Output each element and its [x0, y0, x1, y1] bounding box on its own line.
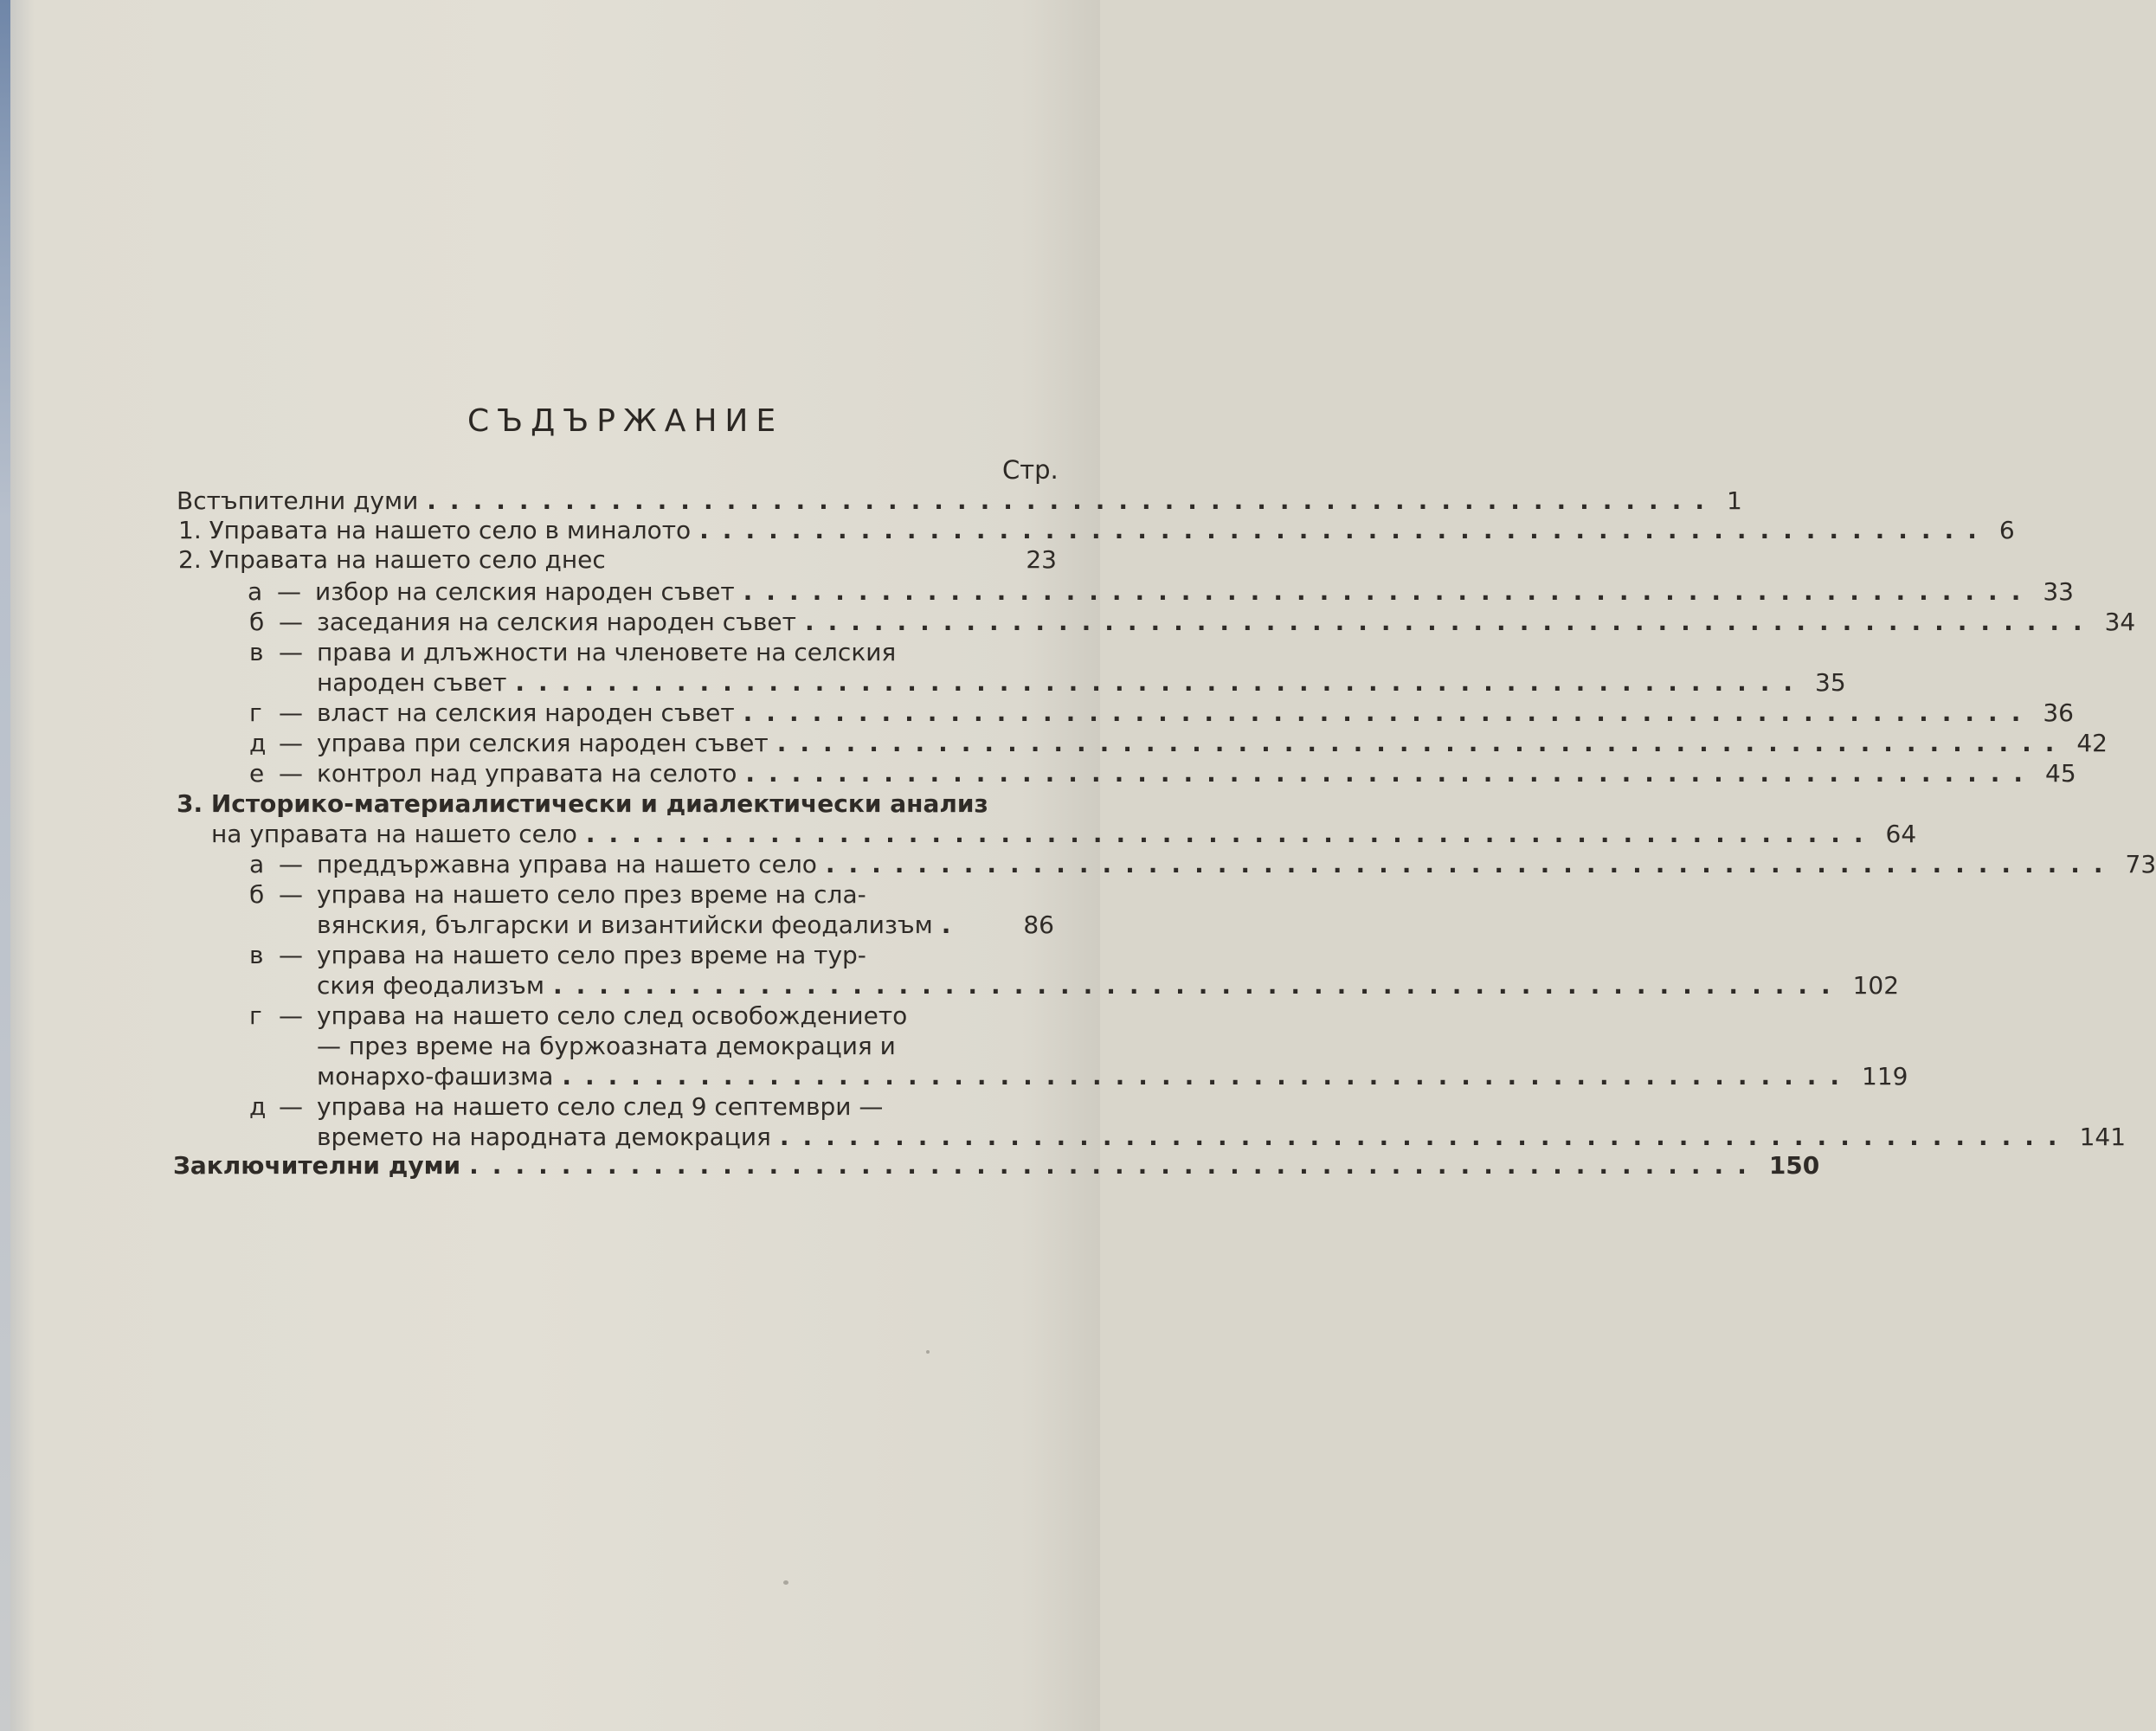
dot-leader: ........................................................ — [427, 486, 1718, 515]
toc-entry — [178, 514, 2015, 547]
toc-entry-text: 2. Управата на нашето село днес — [178, 545, 606, 574]
toc-entry-page: 36 — [2043, 698, 2074, 727]
subentry-letter: г — [249, 1001, 262, 1030]
subentry-letter: б — [249, 608, 265, 636]
toc-entry-text: управа при селския народен съвет — [317, 729, 769, 757]
subentry-letter: в — [249, 941, 264, 969]
toc-subentry — [317, 666, 1846, 699]
subentry-letter: б — [249, 880, 265, 909]
toc-entry-continuation: вянския, български и византийски феодализъм — [317, 911, 933, 939]
subentry-letter: в — [249, 638, 264, 666]
subentry-dash: — — [279, 759, 303, 788]
toc-subentry — [249, 606, 2136, 639]
dot-leader: ........................................................ — [804, 608, 2096, 636]
dot-leader: . — [941, 911, 965, 939]
subentry-dash: — — [279, 608, 303, 636]
toc-entry-page: 102 — [1852, 971, 1900, 1000]
dot-leader: ........................................................ — [745, 759, 2037, 788]
toc-entry-page: 141 — [2079, 1123, 2127, 1151]
paper-spot — [926, 1350, 930, 1354]
toc-subentry — [249, 757, 2076, 790]
toc-entry-page: 42 — [2076, 729, 2108, 757]
dot-leader: ........................................................ — [469, 1151, 1760, 1180]
subentry-dash: — — [279, 941, 303, 969]
toc-subentry — [249, 848, 2156, 881]
toc-subentry-line — [249, 878, 866, 911]
toc-subentry-line — [317, 1030, 896, 1063]
toc-entry-text: управа на нашето село след освобождението — [317, 1001, 908, 1030]
subentry-letter: г — [249, 698, 262, 727]
toc-entry-continuation: монархо-фашизма — [317, 1062, 554, 1091]
subentry-dash: — — [279, 1092, 303, 1121]
toc-entry-text: управа на нашето село след 9 септември — — [317, 1092, 884, 1121]
toc-subentry — [317, 909, 1054, 942]
toc-entry-continuation: народен съвет — [317, 668, 507, 697]
toc-entry-page: 150 — [1768, 1151, 1820, 1180]
subentry-dash: — — [279, 729, 303, 757]
toc-entry — [178, 544, 1057, 576]
toc-entry-page: 86 — [1023, 911, 1054, 939]
toc-entry-continuation: ския феодализъм — [317, 971, 544, 1000]
toc-subentry — [248, 576, 2074, 608]
subentry-dash: — — [279, 698, 303, 727]
toc-entry-text: 1. Управата на нашето село в миналото — [178, 516, 692, 544]
toc-entry-text: Встъпителни думи — [177, 486, 419, 515]
paper-spot — [783, 1580, 788, 1585]
toc-entry-line — [177, 788, 988, 820]
toc-subentry — [317, 969, 1900, 1002]
toc-entry-page: 34 — [2104, 608, 2136, 636]
toc-entry-page: 119 — [1862, 1062, 1908, 1091]
toc-entry-page: 33 — [2043, 577, 2074, 606]
toc-entry — [211, 818, 1917, 851]
dot-leader: ........................................................ — [779, 1123, 2071, 1151]
toc-subentry — [317, 1060, 1908, 1093]
toc-subentry-line — [249, 1091, 883, 1123]
toc-entry-text: права и длъжности на членовете на селския — [317, 638, 897, 666]
subentry-dash: — — [279, 850, 303, 878]
subentry-letter: д — [249, 729, 267, 757]
toc-entry-page: 23 — [1026, 545, 1057, 574]
dot-leader: ........................................................ — [743, 698, 2035, 727]
toc-entry-page: 1 — [1726, 486, 1742, 515]
book-binding — [0, 0, 10, 1731]
toc-subentry — [249, 727, 2108, 760]
page-column-label: Стр. — [1002, 455, 1059, 485]
dot-leader: ........................................................ — [776, 729, 2069, 757]
subentry-dash: — — [279, 638, 303, 666]
dot-leader: ........................................................ — [743, 577, 2035, 606]
subentry-dash: — — [277, 577, 301, 606]
toc-entry-text: Заключителни думи — [173, 1151, 461, 1180]
toc-entry-text: управа на нашето село през време на сла- — [317, 880, 866, 909]
toc-entry-text: власт на селския народен съвет — [317, 698, 735, 727]
subentry-dash: — — [279, 1001, 303, 1030]
toc-entry-page: 64 — [1885, 820, 1917, 848]
subentry-letter: д — [249, 1092, 267, 1121]
dot-leader: ........................................................ — [552, 971, 1844, 1000]
subentry-letter: е — [249, 759, 265, 788]
subentry-letter: а — [249, 850, 265, 878]
dot-leader: ........................................................ — [825, 850, 2117, 878]
toc-entry-text: управа на нашето село през време на тур- — [317, 941, 866, 969]
dot-leader: ........................................................ — [699, 516, 1991, 544]
toc-entry-page: 35 — [1815, 668, 1846, 697]
toc-entry-text: избор на селския народен съвет — [315, 577, 735, 606]
toc-entry-text: 3. Историко-материалистически и диалектически анализ — [177, 789, 988, 818]
toc-entry-continuation: — през време на буржоазната демокрация и — [317, 1032, 896, 1060]
toc-title: СЪДЪРЖАНИЕ — [467, 403, 784, 439]
toc-entry-page: 73 — [2125, 850, 2156, 878]
toc-entry — [177, 485, 1742, 518]
dot-leader: ........................................................ — [562, 1062, 1854, 1091]
subentry-letter: а — [248, 577, 263, 606]
dot-leader: ........................................................ — [515, 668, 1807, 697]
toc-subentry — [249, 697, 2074, 730]
toc-entry-text: заседания на селския народен съвет — [317, 608, 796, 636]
toc-subentry-line — [249, 939, 866, 972]
toc-entry-page: 6 — [1998, 516, 2015, 544]
toc-entry-text: контрол над управата на селото — [317, 759, 737, 788]
toc-entry-text: преддържавна управа на нашето село — [317, 850, 817, 878]
toc-entry-continuation: времето на народната демокрация — [317, 1123, 771, 1151]
toc-entry-page: 45 — [2045, 759, 2076, 788]
toc-subentry-line — [249, 1000, 907, 1033]
toc-entry-continuation: на управата на нашето село — [211, 820, 577, 848]
toc-entry — [173, 1149, 1820, 1182]
toc-subentry-line — [249, 636, 896, 669]
dot-leader: ........................................................ — [585, 820, 1877, 848]
subentry-dash: — — [279, 880, 303, 909]
